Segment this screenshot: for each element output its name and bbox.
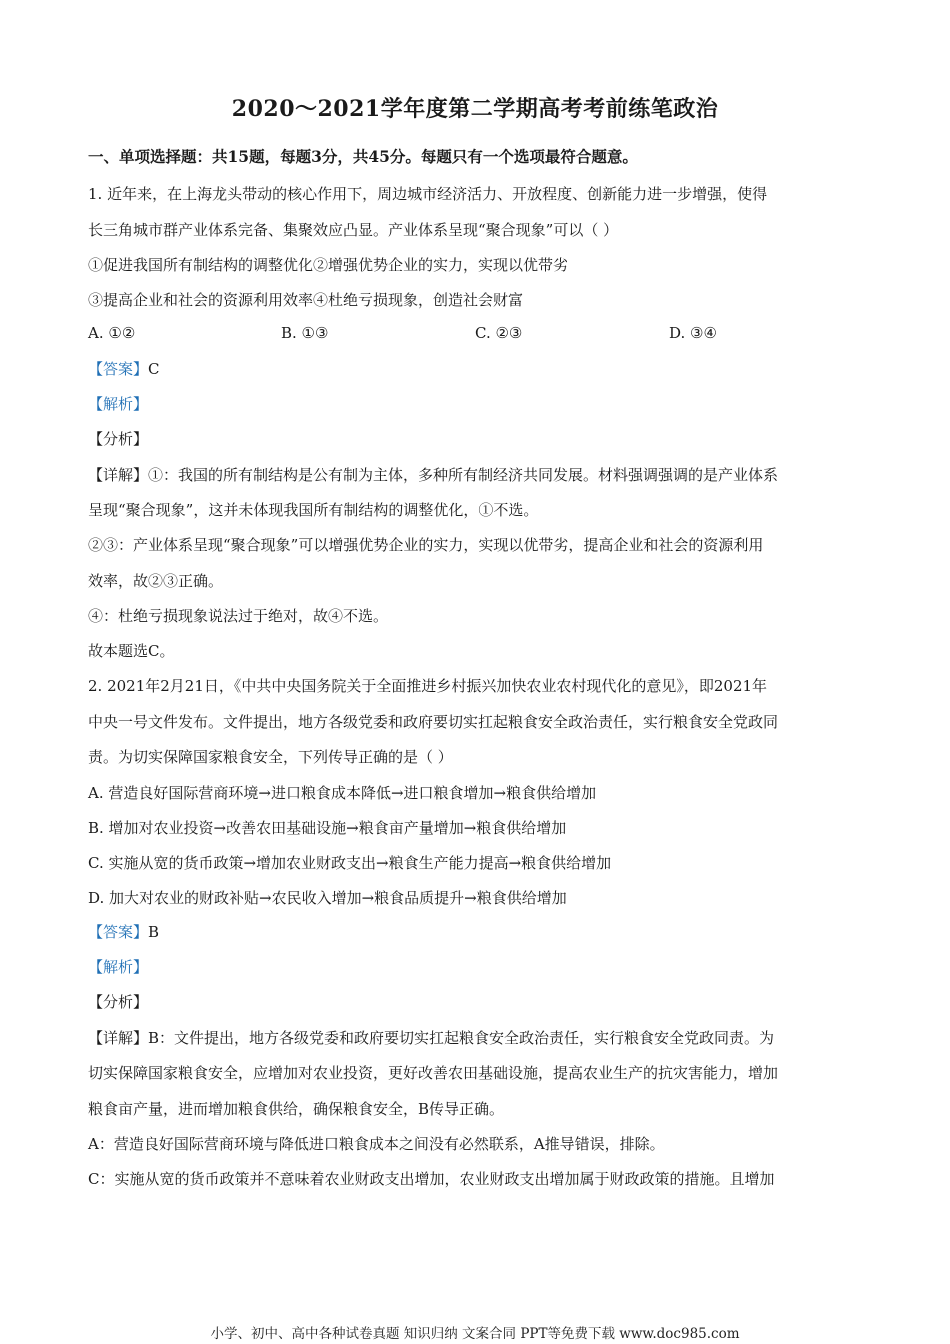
q1-answer (88, 358, 160, 379)
q1-detail-line-4: 效率，故②③正确。 (88, 572, 224, 590)
q2-detail-line-4: A：营造良好国际营商环境与降低进口粮食成本之间没有必然联系，A推导错误，排除。 (88, 1135, 665, 1153)
q1-option-c: C. ②③ (475, 324, 523, 342)
q2-detail-line-3: 粮食亩产量，进而增加粮食供给，确保粮食安全，B传导正确。 (88, 1100, 505, 1118)
detail-text: ①：我国的所有制结构是公有制为主体，多种所有制经济共同发展。材料强调强调的是产业体系 (148, 466, 779, 484)
q1-option-b: B. ①③ (281, 324, 329, 342)
q2-detail-line-1 (88, 1027, 774, 1048)
q2-detail-line-2: 切实保障国家粮食安全，应增加对农业投资，更好改善农田基础设施，提高农业生产的抗灾害能力，增加 (88, 1064, 779, 1082)
q2-analysis-tag: 【解析】 (88, 958, 149, 976)
page-title: 2020～2021学年度第二学期高考考前练笔政治 (231, 96, 719, 122)
q1-detail-line-6: 故本题选C。 (88, 642, 175, 660)
q1-detail-line-1 (88, 464, 778, 485)
q2-fenxi-tag: 【分析】 (88, 993, 149, 1011)
answer-tag: 【答案】 (88, 360, 149, 378)
q1-detail-line-2: 呈现“聚合现象”，这并未体现我国所有制结构的调整优化，①不选。 (88, 501, 539, 519)
section-heading: 一、单项选择题：共15题，每题3分，共45分。每题只有一个选项最符合题意。 (88, 147, 638, 166)
q1-stem-line-1: 1. 近年来，在上海龙头带动的核心作用下，周边城市经济活力、开放程度、创新能力进一步增强，使得 (88, 185, 768, 203)
page-footer[interactable]: 小学、初中、高中各种试卷真题 知识归纳 文案合同 PPT等免费下载 www.doc985.com (210, 1326, 740, 1342)
q1-stem-line-2: 长三角城市群产业体系完备、集聚效应凸显。产业体系呈现“聚合现象”可以（ ） (88, 221, 619, 239)
detail-tag: 【详解】 (88, 466, 149, 484)
q2-stem-line-1: 2. 2021年2月21日，《中共中央国务院关于全面推进乡村振兴加快农业农村现代化的意见》，即2021年 (88, 677, 768, 695)
q2-option-b: B. 增加对农业投资→改善农田基础设施→粮食亩产量增加→粮食供给增加 (88, 819, 567, 837)
q1-option-a: A. ①② (88, 324, 136, 342)
detail-tag: 【详解】 (88, 1029, 149, 1047)
answer-value: B (148, 923, 160, 941)
q1-item-line-2: ③提高企业和社会的资源利用效率④杜绝亏损现象，创造社会财富 (88, 291, 524, 309)
q2-detail-line-5: C：实施从宽的货币政策并不意味着农业财政支出增加，农业财政支出增加属于财政政策的措施。且增加 (88, 1170, 775, 1188)
q1-item-line-1: ①促进我国所有制结构的调整优化②增强优势企业的实力，实现以优带劣 (88, 256, 569, 274)
answer-value: C (148, 360, 160, 378)
answer-tag: 【答案】 (88, 923, 149, 941)
q1-fenxi-tag: 【分析】 (88, 430, 149, 448)
q2-stem-line-3: 责。为切实保障国家粮食安全，下列传导正确的是（ ） (88, 748, 453, 766)
q2-option-d: D. 加大对农业的财政补贴→农民收入增加→粮食品质提升→粮食供给增加 (88, 889, 567, 907)
q1-detail-line-5: ④：杜绝亏损现象说法过于绝对，故④不选。 (88, 607, 389, 625)
q2-answer (88, 921, 159, 942)
q1-analysis-tag: 【解析】 (88, 395, 149, 413)
q1-detail-line-3: ②③：产业体系呈现“聚合现象”可以增强优势企业的实力，实现以优带劣，提高企业和社会的资源利用 (88, 536, 764, 554)
q2-option-a: A. 营造良好国际营商环境→进口粮食成本降低→进口粮食增加→粮食供给增加 (88, 784, 597, 802)
q2-option-c: C. 实施从宽的货币政策→增加农业财政支出→粮食生产能力提高→粮食供给增加 (88, 854, 612, 872)
q2-stem-line-2: 中央一号文件发布。文件提出，地方各级党委和政府要切实扛起粮食安全政治责任，实行粮食安全党政同 (88, 713, 779, 731)
q1-option-d: D. ③④ (669, 324, 717, 342)
detail-text: B：文件提出，地方各级党委和政府要切实扛起粮食安全政治责任，实行粮食安全党政同责。为 (148, 1029, 775, 1047)
